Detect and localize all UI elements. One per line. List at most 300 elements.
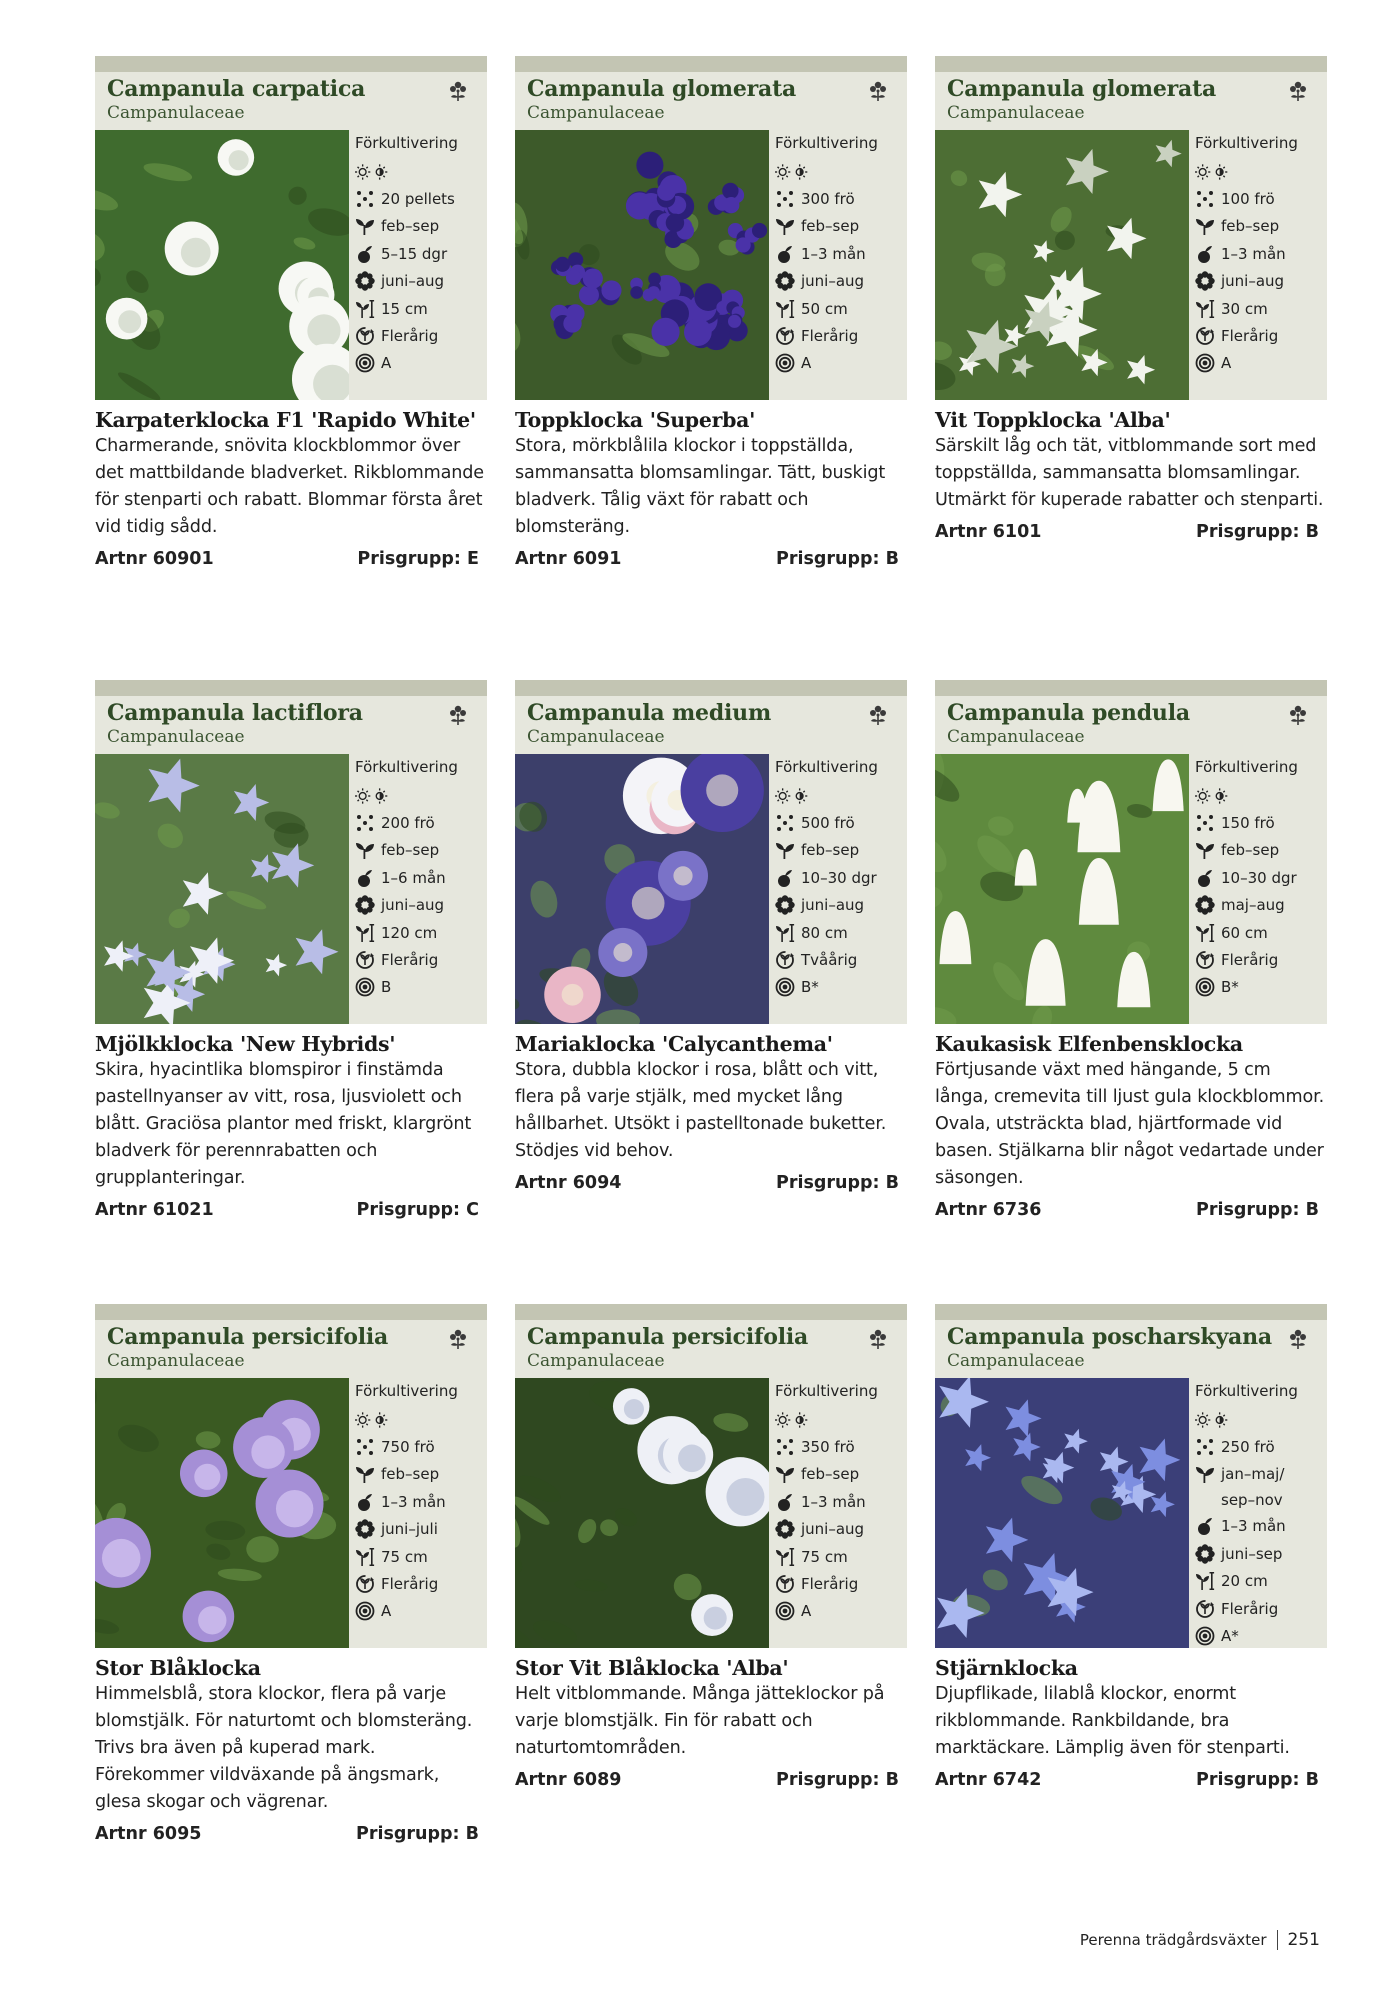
lifespan-spec — [355, 322, 487, 349]
sun-halfshade-icon — [1195, 162, 1229, 182]
plant-family: Campanulaceae — [107, 1351, 245, 1371]
card-top-bar — [95, 56, 487, 72]
seeds-icon — [775, 189, 795, 209]
card-top-bar — [515, 680, 907, 696]
card-header — [515, 72, 907, 130]
seedling-icon — [355, 840, 375, 860]
sun-halfshade-icon — [775, 1410, 809, 1430]
seeds-icon — [775, 813, 795, 833]
perennial-flower-icon — [867, 1328, 889, 1350]
plant-height-icon — [355, 1547, 375, 1567]
seedling-icon — [1195, 216, 1215, 236]
product-card — [515, 1304, 907, 1790]
seed-count-spec — [355, 809, 487, 836]
bloom-time-spec — [355, 268, 487, 295]
seeds-icon — [775, 1437, 795, 1457]
bloom-flower-icon — [775, 271, 795, 291]
bloom-time-spec — [1195, 268, 1327, 295]
germination-spec — [775, 1488, 907, 1515]
article-meta — [515, 549, 907, 569]
seedling-icon — [1195, 840, 1215, 860]
plant-photo — [515, 1378, 769, 1648]
bloom-time-spec — [775, 892, 907, 919]
plant-height-icon — [775, 299, 795, 319]
height-spec — [775, 1543, 907, 1570]
zone-spec — [355, 350, 487, 377]
plant-height-icon — [1195, 299, 1215, 319]
sun-halfshade-icon — [355, 162, 389, 182]
sowing-time-spec — [1195, 837, 1327, 864]
seedling-icon — [355, 1464, 375, 1484]
bloom-flower-icon — [355, 1519, 375, 1539]
spec-list — [1189, 130, 1327, 400]
light-spec — [355, 782, 487, 809]
sowing-time: feb–sep — [801, 841, 860, 860]
seed-count: 300 frö — [801, 190, 855, 209]
sowing-time-2: sep–nov — [1221, 1490, 1283, 1509]
card-top-bar — [515, 56, 907, 72]
spec-list — [769, 1378, 907, 1648]
common-name: Vit Toppklocka 'Alba' — [935, 408, 1171, 432]
germination-icon — [355, 1492, 375, 1512]
article-number: Artnr 61021 — [95, 1200, 214, 1220]
lifecycle-icon — [355, 950, 375, 970]
sowing-time-spec — [775, 213, 907, 240]
article-number: Artnr 60901 — [95, 549, 214, 569]
germination-spec — [355, 240, 487, 267]
card-header — [515, 696, 907, 754]
description: Charmerande, snövita klockblommor över det mattbildande bladverket. Rikblommande för stenparti och rabatt. Blommar första året vid tidig sådd. — [95, 436, 484, 537]
plant-family: Campanulaceae — [527, 1351, 665, 1371]
description: Djupflikade, lilablå klockor, enormt rikblommande. Rankbildande, bra marktäckare. Lämplig även för stenparti. — [935, 1684, 1290, 1758]
product-card — [515, 680, 907, 1193]
light-spec — [355, 1406, 487, 1433]
plant-height: 80 cm — [801, 923, 848, 942]
description: Stora, dubbla klockor i rosa, blått och vitt, flera på varje stjälk, med mycket lång hållbarhet. Utsökt i pastelltonade buketter. Stödjes vid behov. — [515, 1060, 887, 1161]
lifespan-spec — [355, 1570, 487, 1597]
seed-count: 250 frö — [1221, 1438, 1275, 1457]
pre-cultivation-label: Förkultivering — [355, 758, 458, 776]
germination-icon — [775, 868, 795, 888]
lifespan: Flerårig — [801, 327, 859, 346]
plant-height-icon — [355, 299, 375, 319]
hardiness-zone-icon — [355, 1601, 375, 1621]
lifecycle-icon — [1195, 950, 1215, 970]
sowing-time-spec — [1195, 1461, 1327, 1513]
lifespan-spec — [1195, 946, 1327, 973]
photo-drawing — [515, 130, 769, 400]
sun-halfshade-icon — [775, 162, 809, 182]
lifespan-spec — [775, 322, 907, 349]
light-spec — [775, 158, 907, 185]
latin-name: Campanula lactiflora — [107, 700, 363, 726]
germination-time: 1–3 mån — [801, 1492, 866, 1511]
seeds-icon — [1195, 189, 1215, 209]
seedling-icon — [355, 216, 375, 236]
zone-spec — [775, 1598, 907, 1625]
plant-height: 20 cm — [1221, 1572, 1268, 1591]
plant-height: 60 cm — [1221, 923, 1268, 942]
perennial-flower-icon — [447, 704, 469, 726]
height-spec — [1195, 919, 1327, 946]
plant-photo — [515, 130, 769, 400]
article-number: Artnr 6089 — [515, 1770, 622, 1790]
card-top-bar — [935, 680, 1327, 696]
photo-drawing — [935, 130, 1189, 400]
germination-time: 5–15 dgr — [381, 244, 448, 263]
article-number: Artnr 6736 — [935, 1200, 1042, 1220]
lifespan-spec — [775, 1570, 907, 1597]
lifespan-spec — [775, 946, 907, 973]
lifespan: Flerårig — [381, 327, 439, 346]
card-body — [935, 1378, 1327, 1648]
germination-icon — [355, 868, 375, 888]
card-header — [95, 72, 487, 130]
card-body — [935, 754, 1327, 1024]
seed-count-spec — [355, 1433, 487, 1460]
bloom-flower-icon — [775, 1519, 795, 1539]
germination-spec — [775, 864, 907, 891]
seed-count-spec — [1195, 1433, 1327, 1460]
card-body — [515, 1378, 907, 1648]
zone-spec — [355, 1598, 487, 1625]
sowing-time: feb–sep — [1221, 217, 1280, 236]
lifespan: Flerårig — [1221, 1599, 1279, 1618]
light-spec — [775, 782, 907, 809]
perennial-flower-icon — [1287, 1328, 1309, 1350]
card-header — [935, 72, 1327, 130]
seed-count: 750 frö — [381, 1438, 435, 1457]
plant-photo — [95, 1378, 349, 1648]
sowing-time-spec — [355, 1461, 487, 1488]
zone-spec — [1195, 1622, 1327, 1649]
description: Särskilt låg och tät, vitblommande sort med toppställda, sammansatta blomsamlingar. Utmärkt för kuperade rabatter och stenparti. — [935, 436, 1324, 510]
card-top-bar — [515, 1304, 907, 1320]
seeds-icon — [355, 1437, 375, 1457]
card-top-bar — [95, 1304, 487, 1320]
hardiness-zone: B — [381, 978, 392, 997]
bloom-time: juni–aug — [801, 272, 865, 291]
zone-spec — [1195, 974, 1327, 1001]
section-title: Perenna trädgårdsväxter — [1079, 1931, 1267, 1949]
card-top-bar — [935, 56, 1327, 72]
perennial-flower-icon — [867, 80, 889, 102]
bloom-time-spec — [1195, 892, 1327, 919]
card-body — [95, 1378, 487, 1648]
germination-time: 1–6 mån — [381, 868, 446, 887]
common-name: Kaukasisk Elfenbensklocka — [935, 1032, 1243, 1056]
product-card — [95, 680, 487, 1220]
pre-cultivation-label: Förkultivering — [775, 1382, 878, 1400]
latin-name: Campanula persicifolia — [107, 1324, 389, 1350]
latin-name: Campanula carpatica — [107, 76, 366, 102]
spec-list — [349, 754, 487, 1024]
hardiness-zone: A — [801, 354, 812, 373]
card-header — [935, 1320, 1327, 1378]
description: Stora, mörkblålila klockor i toppställda, sammansatta blomsamlingar. Tätt, buskigt bladverk. Tålig växt för rabatt och blomsteräng. — [515, 436, 886, 537]
germination-icon — [1195, 868, 1215, 888]
plant-height-icon — [1195, 923, 1215, 943]
lifecycle-icon — [355, 326, 375, 346]
photo-drawing — [515, 1378, 769, 1648]
plant-photo — [935, 130, 1189, 400]
product-card — [95, 1304, 487, 1844]
light-spec — [1195, 1406, 1327, 1433]
perennial-flower-icon — [867, 704, 889, 726]
lifespan-spec — [1195, 322, 1327, 349]
spec-list — [1189, 754, 1327, 1024]
lifespan: Flerårig — [381, 951, 439, 970]
bloom-time: juni–aug — [381, 896, 445, 915]
seed-count-spec — [775, 1433, 907, 1460]
lifespan: Flerårig — [1221, 951, 1279, 970]
zone-spec — [775, 350, 907, 377]
lifecycle-icon — [775, 950, 795, 970]
plant-height: 50 cm — [801, 299, 848, 318]
lifespan-spec — [355, 946, 487, 973]
seedling-icon — [1195, 1464, 1215, 1484]
bloom-time-spec — [1195, 1540, 1327, 1567]
height-spec — [1195, 1568, 1327, 1595]
hardiness-zone: A* — [1221, 1627, 1239, 1646]
card-header — [515, 1320, 907, 1378]
zone-spec — [1195, 350, 1327, 377]
price-group: Prisgrupp: B — [1196, 522, 1319, 542]
spec-list — [1189, 1378, 1327, 1648]
latin-name: Campanula pendula — [947, 700, 1190, 726]
price-group: Prisgrupp: B — [1196, 1200, 1319, 1220]
plant-photo — [95, 754, 349, 1024]
lifecycle-icon — [775, 326, 795, 346]
hardiness-zone-icon — [775, 977, 795, 997]
germination-spec — [355, 1488, 487, 1515]
plant-family: Campanulaceae — [947, 727, 1085, 747]
spec-list — [769, 130, 907, 400]
plant-height: 30 cm — [1221, 299, 1268, 318]
article-meta — [935, 1770, 1327, 1790]
bloom-flower-icon — [775, 895, 795, 915]
plant-height-icon — [775, 923, 795, 943]
lifecycle-icon — [775, 1574, 795, 1594]
common-name: Toppklocka 'Superba' — [515, 408, 756, 432]
description: Helt vitblommande. Många jätteklockor på varje blomstjälk. Fin för rabatt och naturtomtområden. — [515, 1684, 885, 1758]
page-footer — [1080, 1930, 1320, 1950]
card-body — [515, 130, 907, 400]
latin-name: Campanula poscharskyana — [947, 1324, 1272, 1350]
pre-cultivation-label: Förkultivering — [1195, 1382, 1298, 1400]
common-name: Stor Vit Blåklocka 'Alba' — [515, 1656, 789, 1680]
sowing-time: feb–sep — [381, 217, 440, 236]
hardiness-zone-icon — [1195, 353, 1215, 373]
common-name: Stjärnklocka — [935, 1656, 1078, 1680]
light-spec — [775, 1406, 907, 1433]
bloom-flower-icon — [355, 895, 375, 915]
hardiness-zone: B* — [1221, 978, 1239, 997]
seeds-icon — [355, 189, 375, 209]
sowing-time: jan–maj/ sep–nov — [1221, 1464, 1285, 1509]
price-group: Prisgrupp: B — [776, 1173, 899, 1193]
description: Himmelsblå, stora klockor, flera på varje blomstjälk. För naturtomt och blomsteräng. Trivs bra även på kuperad mark. Förekommer vildväxande på ängsmark, glesa skogar och vägrenar. — [95, 1684, 473, 1812]
germination-spec — [1195, 1513, 1327, 1540]
light-spec — [1195, 782, 1327, 809]
article-number: Artnr 6742 — [935, 1770, 1042, 1790]
spec-list — [769, 754, 907, 1024]
height-spec — [775, 919, 907, 946]
product-card — [95, 56, 487, 569]
plant-photo — [935, 1378, 1189, 1648]
bloom-time-spec — [355, 892, 487, 919]
germination-spec — [355, 864, 487, 891]
bloom-time: juni–juli — [381, 1520, 438, 1539]
seedling-icon — [775, 840, 795, 860]
seed-count: 150 frö — [1221, 814, 1275, 833]
germination-time: 1–3 mån — [801, 244, 866, 263]
spec-list — [349, 130, 487, 400]
hardiness-zone-icon — [775, 353, 795, 373]
article-number: Artnr 6091 — [515, 549, 622, 569]
photo-drawing — [95, 754, 349, 1024]
bloom-time: juni–aug — [801, 896, 865, 915]
pre-cultivation-label: Förkultivering — [355, 134, 458, 152]
sowing-time: feb–sep — [801, 1465, 860, 1484]
spec-list — [349, 1378, 487, 1648]
photo-drawing — [95, 130, 349, 400]
bloom-time: juni–aug — [1221, 272, 1285, 291]
seed-count: 100 frö — [1221, 190, 1275, 209]
card-top-bar — [95, 680, 487, 696]
bloom-time-spec — [775, 268, 907, 295]
sun-halfshade-icon — [1195, 1410, 1229, 1430]
card-header — [95, 696, 487, 754]
latin-name: Campanula medium — [527, 700, 772, 726]
seed-count-spec — [1195, 185, 1327, 212]
bloom-flower-icon — [355, 271, 375, 291]
sowing-time: feb–sep — [1221, 841, 1280, 860]
bloom-flower-icon — [1195, 1544, 1215, 1564]
seedling-icon — [775, 216, 795, 236]
hardiness-zone: A — [381, 1602, 392, 1621]
sun-halfshade-icon — [355, 1410, 389, 1430]
description: Förtjusande växt med hängande, 5 cm långa, cremevita till ljust gula klockblommor. Ovala, utsträckta blad, hjärtformade vid basen. Stjälkarna blir något vedartade under säsongen. — [935, 1060, 1325, 1188]
sowing-time: feb–sep — [381, 1465, 440, 1484]
card-body — [95, 130, 487, 400]
article-meta — [95, 1824, 487, 1844]
zone-spec — [355, 974, 487, 1001]
germination-time: 1–3 mån — [381, 1492, 446, 1511]
hardiness-zone-icon — [355, 977, 375, 997]
plant-photo — [515, 754, 769, 1024]
seedling-icon — [775, 1464, 795, 1484]
photo-drawing — [515, 754, 769, 1024]
bloom-time-spec — [355, 1516, 487, 1543]
sowing-time-spec — [1195, 213, 1327, 240]
germination-spec — [1195, 240, 1327, 267]
common-name: Karpaterklocka F1 'Rapido White' — [95, 408, 476, 432]
plant-family: Campanulaceae — [947, 103, 1085, 123]
plant-photo — [95, 130, 349, 400]
seeds-icon — [1195, 1437, 1215, 1457]
perennial-flower-icon — [1287, 704, 1309, 726]
photo-drawing — [95, 1378, 349, 1648]
plant-family: Campanulaceae — [107, 103, 245, 123]
pre-cultivation-label: Förkultivering — [1195, 758, 1298, 776]
hardiness-zone-icon — [355, 353, 375, 373]
plant-family: Campanulaceae — [107, 727, 245, 747]
product-card — [515, 56, 907, 569]
seed-count-spec — [775, 809, 907, 836]
plant-family: Campanulaceae — [527, 727, 665, 747]
article-meta — [515, 1770, 907, 1790]
bloom-time: maj–aug — [1221, 896, 1285, 915]
height-spec — [355, 295, 487, 322]
hardiness-zone: B* — [801, 978, 819, 997]
sun-halfshade-icon — [1195, 786, 1229, 806]
height-spec — [355, 919, 487, 946]
sowing-time: feb–sep — [801, 217, 860, 236]
plant-height: 75 cm — [801, 1547, 848, 1566]
germination-time: 1–3 mån — [1221, 1517, 1286, 1536]
plant-family: Campanulaceae — [947, 1351, 1085, 1371]
lifespan: Flerårig — [1221, 327, 1279, 346]
card-body — [95, 754, 487, 1024]
height-spec — [355, 1543, 487, 1570]
description: Skira, hyacintlika blomspiror i finstämda pastellnyanser av vitt, rosa, ljusviolett och blått. Graciösa plantor med friskt, klargrönt bladverk för perennrabatten och grupplanteringar. — [95, 1060, 472, 1188]
article-number: Artnr 6095 — [95, 1824, 202, 1844]
article-number: Artnr 6101 — [935, 522, 1042, 542]
plant-family: Campanulaceae — [527, 103, 665, 123]
germination-icon — [775, 1492, 795, 1512]
perennial-flower-icon — [447, 80, 469, 102]
plant-height: 15 cm — [381, 299, 428, 318]
seed-count: 20 pellets — [381, 190, 455, 209]
germination-spec — [775, 240, 907, 267]
article-meta — [935, 1200, 1327, 1220]
bloom-time: juni–sep — [1221, 1544, 1283, 1563]
germination-time: 10–30 dgr — [1221, 868, 1297, 887]
pre-cultivation-label: Förkultivering — [1195, 134, 1298, 152]
latin-name: Campanula persicifolia — [527, 1324, 809, 1350]
pre-cultivation-label: Förkultivering — [355, 1382, 458, 1400]
plant-height: 75 cm — [381, 1547, 428, 1566]
lifecycle-icon — [355, 1574, 375, 1594]
sun-halfshade-icon — [775, 786, 809, 806]
germination-icon — [355, 244, 375, 264]
height-spec — [775, 295, 907, 322]
common-name: Mariaklocka 'Calycanthema' — [515, 1032, 833, 1056]
article-number: Artnr 6094 — [515, 1173, 622, 1193]
pre-cultivation-label: Förkultivering — [775, 758, 878, 776]
lifecycle-icon — [1195, 1599, 1215, 1619]
height-spec — [1195, 295, 1327, 322]
seeds-icon — [355, 813, 375, 833]
sowing-time: feb–sep — [381, 841, 440, 860]
seed-count: 200 frö — [381, 814, 435, 833]
hardiness-zone-icon — [1195, 977, 1215, 997]
lifecycle-icon — [1195, 326, 1215, 346]
plant-height-icon — [775, 1547, 795, 1567]
seed-count-spec — [775, 185, 907, 212]
product-card — [935, 680, 1327, 1220]
latin-name: Campanula glomerata — [527, 76, 797, 102]
card-header — [95, 1320, 487, 1378]
perennial-flower-icon — [1287, 80, 1309, 102]
germination-time: 10–30 dgr — [801, 868, 877, 887]
sowing-time-spec — [775, 1461, 907, 1488]
perennial-flower-icon — [447, 1328, 469, 1350]
seed-count-spec — [1195, 809, 1327, 836]
card-header — [935, 696, 1327, 754]
sowing-time-spec — [775, 837, 907, 864]
